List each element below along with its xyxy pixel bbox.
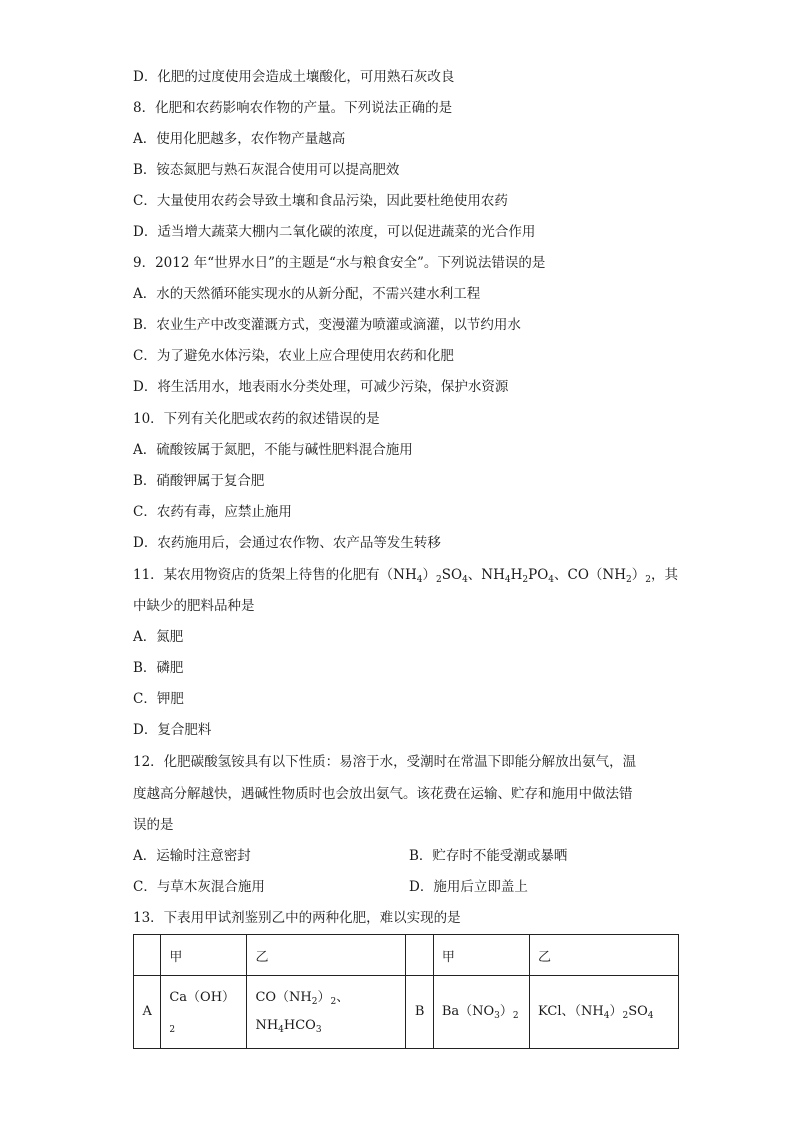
table-cell-empty (134, 935, 161, 976)
q11-stem-line2: 中缺少的肥料品种是 (133, 598, 255, 614)
row-b-reagent: $Ba(NO_3)_2$ (433, 976, 529, 1049)
q11-option-d: D．复合肥料 (133, 722, 212, 738)
q10-option-a: A．硫酸铵属于氮肥，不能与碱性肥料混合施用 (133, 442, 413, 458)
q11-option-c: C．钾肥 (133, 691, 184, 707)
q12-option-c: C．与草木灰混合施用 (133, 879, 265, 895)
q8-option-a: A．使用化肥越多，农作物产量越高 (133, 131, 346, 147)
q12-stem-line1: 12．化肥碳酸氢铵具有以下性质：易溶于水，受潮时在常温下即能分解放出氨气，温 (133, 754, 637, 770)
q9-option-d: D．将生活用水，地表雨水分类处理，可减少污染，保护水资源 (133, 379, 509, 395)
q13-stem: 13．下表用甲试剂鉴别乙中的两种化肥，难以实现的是 (133, 910, 461, 926)
table-header-yi: 乙 (247, 935, 406, 976)
q8-option-d: D．适当增大蔬菜大棚内二氧化碳的浓度，可以促进蔬菜的光合作用 (133, 224, 536, 240)
q9-option-c: C．为了避免水体污染，农业上应合理使用农药和化肥 (133, 348, 454, 364)
q11-option-a: A．氮肥 (133, 629, 184, 645)
q12-option-d: D．施用后立即盖上 (409, 879, 528, 895)
row-a-fertilizers: $CO(NH_2)_2$、 $NH_4HCO_3$ (247, 976, 406, 1049)
q8-stem: 8．化肥和农药影响农作物的产量。下列说法正确的是 (133, 100, 453, 116)
q12-option-b: B．贮存时不能受潮或暴晒 (409, 848, 568, 864)
q12-stem-line2: 度越高分解越快，遇碱性物质时也会放出氨气。该花费在运输、贮存和施用中做法错 (133, 786, 633, 802)
table-row (134, 976, 679, 1049)
table-cell-empty (406, 935, 433, 976)
q10-stem: 10．下列有关化肥或农药的叙述错误的是 (133, 411, 380, 427)
q10-option-c: C．农药有毒，应禁止施用 (133, 504, 292, 520)
table-header-row (134, 935, 679, 976)
q12-option-a: A．运输时注意密封 (133, 848, 251, 864)
table-header-jia: 甲 (433, 935, 529, 976)
q12-stem-line3: 误的是 (133, 817, 174, 833)
q8-option-c: C．大量使用农药会导致土壤和食品污染，因此要杜绝使用农药 (133, 193, 508, 209)
q7-option-d: D．化肥的过度使用会造成土壤酸化，可用熟石灰改良 (133, 69, 455, 85)
row-label-b: B (406, 976, 433, 1049)
q10-option-d: D．农药施用后，会通过农作物、农产品等发生转移 (133, 535, 441, 551)
row-a-reagent: Ca（OH） $_2$ (161, 976, 247, 1049)
table-header-jia: 甲 (161, 935, 247, 976)
q11-option-b: B．磷肥 (133, 660, 184, 676)
q13-table (133, 934, 679, 1049)
q8-option-b: B．铵态氮肥与熟石灰混合使用可以提高肥效 (133, 162, 400, 178)
row-b-fertilizers: KCl、$(NH_4)_2SO_4$ (530, 976, 679, 1049)
q10-option-b: B．硝酸钾属于复合肥 (133, 473, 265, 489)
q11-stem-line1: 11．某农用物资店的货架上待售的化肥有$(NH_4)_2SO_4$、$NH_4H_2PO_4$、$CO(NH_2)_2$，其 (133, 567, 678, 585)
q9-stem: 9．2012 年“世界水日”的主题是“水与粮食安全”。下列说法错误的是 (133, 255, 546, 271)
q9-option-a: A．水的天然循环能实现水的从新分配，不需兴建水利工程 (133, 286, 481, 302)
row-label-a: A (134, 976, 161, 1049)
table-header-yi: 乙 (530, 935, 679, 976)
q9-option-b: B．农业生产中改变灌溉方式，变漫灌为喷灌或滴灌，以节约用水 (133, 317, 521, 333)
